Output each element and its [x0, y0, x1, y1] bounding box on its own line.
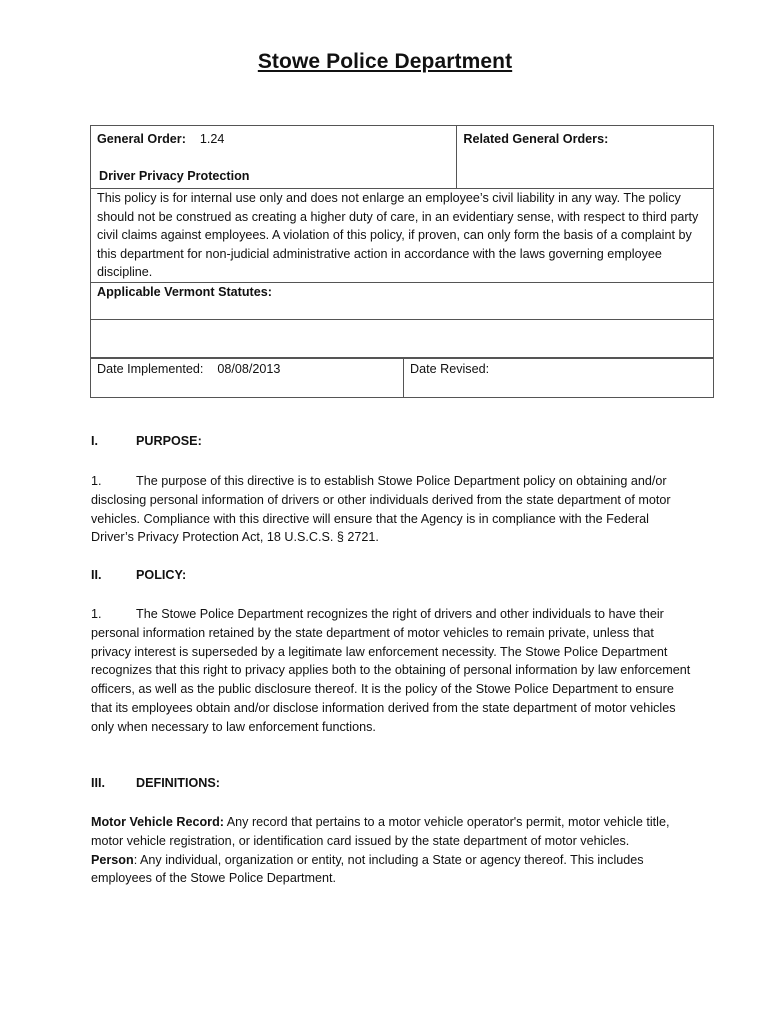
item-number: 1. — [91, 607, 102, 621]
date-implemented-cell — [91, 358, 404, 398]
section-purpose-heading — [91, 434, 202, 448]
general-order-label: General Order: — [97, 132, 186, 146]
related-orders-label: Related General Orders: — [463, 132, 609, 146]
policy-notice-text: This policy is for internal use only and does not enlarge an employee’s civil liability in any way. The policy should not be construed as creating a higher duty of care, in an evidentiary sense, with respect to third party civil claims against employees. A violation of this policy, if proven, can only form the basis of a complaint by this department for non-judicial administrative action in accordance with the laws governing employee discipline. — [97, 191, 699, 279]
statutes-value-cell — [91, 319, 714, 358]
date-revised-label: Date Revised: — [410, 362, 490, 376]
dates-table — [90, 357, 714, 398]
policy-notice-cell — [91, 189, 714, 283]
section-definitions-heading — [91, 776, 220, 790]
statutes-label: Applicable Vermont Statutes: — [97, 284, 272, 299]
item-number: 1. — [91, 474, 102, 488]
section-numeral: III. — [91, 776, 105, 790]
definition-term: Motor Vehicle Record: — [91, 815, 224, 829]
section-numeral: II. — [91, 568, 102, 582]
date-revised-cell — [404, 358, 714, 398]
related-orders-cell — [457, 126, 714, 189]
definition-item — [91, 851, 691, 889]
page-title: Stowe Police Department — [257, 50, 513, 73]
section-heading-text: PURPOSE: — [136, 434, 202, 448]
general-order-number: 1.24 — [199, 132, 225, 146]
statutes-cell — [91, 282, 714, 319]
definitions-list — [91, 813, 691, 888]
definition-item — [91, 813, 691, 851]
purpose-paragraph — [91, 472, 691, 547]
date-implemented-label: Date Implemented: — [97, 362, 204, 376]
section-heading-text: POLICY: — [136, 568, 187, 582]
definition-term: Person — [91, 852, 134, 867]
definition-text: : Any individual, organization or entity, not including a State or agency thereof. This includes employees of the Stowe Police Department. — [91, 852, 644, 886]
definition-text: Any record that pertains to a motor vehicle operator's permit, motor vehicle title, motor vehicle registration, or identification card issued by the state department of motor vehicles. — [91, 815, 670, 848]
general-order-cell — [91, 126, 457, 189]
purpose-text: The purpose of this directive is to establish Stowe Police Department policy on obtaining and/or disclosing personal information of drivers or other individuals derived from the state department of motor vehicles. Compliance with this directive will ensure that the Agency is in compliance with the Federal Driver’s Privacy Protection Act, 18 U.S.C.S. § 2721. — [91, 474, 671, 545]
section-heading-text: DEFINITIONS: — [136, 776, 220, 790]
policy-text: The Stowe Police Department recognizes the right of drivers and other individuals to have their personal information retained by the state department of motor vehicles to remain private, unless that privacy interest is superseded by a legitimate law enforcement necessity. The Stowe Police Department recognizes that this right to privacy applies both to the obtaining of personal information by law enforcement officers, as well as the public disclosure thereof. It is the policy of the Stowe Police Department to ensure that its employees obtain and/or disclose information derived from the state department of motor vehicles only when necessary to law enforcement functions. — [91, 607, 691, 734]
policy-paragraph — [91, 605, 691, 737]
date-implemented-value: 08/08/2013 — [217, 362, 281, 376]
order-title: Driver Privacy Protection — [99, 168, 250, 183]
section-numeral: I. — [91, 434, 98, 448]
section-policy-heading — [91, 568, 186, 582]
order-header-table — [90, 125, 714, 359]
